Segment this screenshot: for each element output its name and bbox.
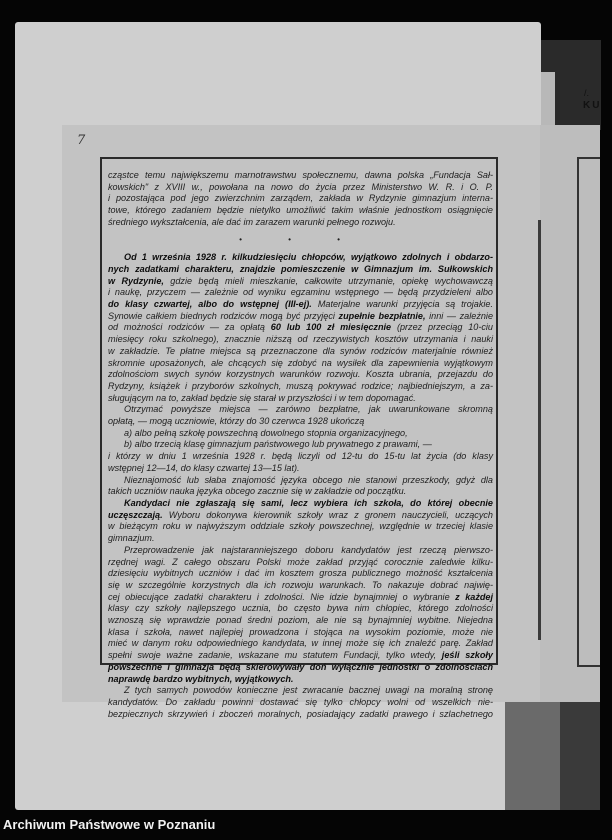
text-line [108,580,493,592]
text-line [108,381,493,393]
text-segment: Materjalne warunki przyjęcia są trojakie. [311,299,493,310]
text-line [108,451,493,463]
text-line [108,404,493,416]
text-segment: Nieznajomość lub słaba znajomość języka obcego nie stanowi przeszkody, gdyż dla [124,474,493,485]
text-segment: klasy czy szkoły najlepszego ucznia, bo często bywa nim chłopiec, którego zdolności [108,603,493,614]
text-segment: Wyboru dokonywa kierownik szkoły wraz z gronem nauczycieli, uczących [162,509,493,520]
bold-text-segment: powszechne i gimnazja będą skierowywały doń wyłącznie jednostki o zdolnościach [108,661,493,672]
text-line [108,674,493,686]
text-segment: w bieżącym roku w najwyższym oddziale szkoły powszechnej, względnie w trzeciej klasie [108,521,493,532]
text-segment: miesięcy roku szkolnego), znacznie niższą od rzeczywistych kosztów utrzymania i nauki [108,334,493,345]
text-segment: zdolnościom swych synów korzystnych warunków rozwoju. Koszta ubrania, przejazdu do [108,369,493,380]
text-segment: b) albo trzecią klasę gimnazjum państwowego lub prywatnego z prawami, — [124,439,432,450]
text-segment: od możności rodziców — za opłatą [108,322,271,333]
paragraph [108,439,493,451]
bold-text-segment: Od 1 września 1928 r. kilkudziesięciu chłopców, wyjątkowo zdolnych i obdarzo- [124,252,493,263]
text-line [108,650,493,662]
text-segment: bezpiecznych skrzywień i zboczeń moralnych, posiadający zadatki prawego i szlachetnego [108,708,493,719]
text-line [108,276,493,288]
folder-tab [541,72,555,130]
text-line [108,217,493,229]
text-segment: gimnazjum. [108,533,155,544]
binding-string [538,220,541,640]
paragraph [108,498,493,545]
text-segment: rzędnej wagi. Z całego obszaru Polski może zakład przyjąć corocznie zaledwie kilku- [108,556,493,567]
text-line [108,592,493,604]
text-line [108,697,493,709]
paragraph [108,545,493,685]
text-line [108,510,493,522]
text-segment: cząstce temu największemu marnotrawstwu społecznemu, dawna polska „Fundacja Sał- [108,170,493,180]
paragraph [108,475,493,498]
text-segment: i pozostająca pod jego zwierzchnim zarządem, zakłada w Rydzynie gimnazjum interna- [108,193,493,204]
archive-credit: Archiwum Państwowe w Poznaniu [3,817,216,832]
text-line [108,264,493,276]
paragraph [108,451,493,474]
handwritten-page-number: 7 [77,133,86,148]
text-segment: wznoszą się wprawdzie ponad średni poziom, ale nie są bynajmniej wybitne. Niejedna [108,615,493,626]
paragraph [108,252,493,404]
text-line [108,416,493,428]
bold-text-segment: uczęszczają. [108,509,163,520]
paragraph [108,428,493,440]
text-segment: i naukę, przyczem — zależnie od wyniku egzaminu wstępnego — będą przydzieleni albo [108,287,493,298]
bold-text-segment: 60 lub 100 zł miesięcznie [270,322,392,333]
text-line [108,709,493,721]
bold-text-segment: nych zadatkami charakteru, znajdzie pomieszczenie w Gimnazjum im. Sułkowskich [108,263,493,274]
folder-label-text: KU [583,100,602,111]
bold-text-segment: Kandydaci nie zgłaszają się sami, lecz wybiera ich szkoła, do której obecnie [124,497,493,508]
paragraph [108,685,493,720]
folder-label-mark: /. [584,88,590,98]
text-segment: takich uczniów nauka języka obcego zacznie się w zakładzie od początku. [108,486,407,497]
text-segment: Rydzyny, książek i przyborów szkolnych, muszą pokrywać rodzice; najbiedniejszym, a za- [108,380,493,391]
text-line [108,170,493,182]
text-line [108,603,493,615]
text-line [108,393,493,405]
text-segment: mieć w danym roku odpowiedniego kandydata, w innej może się ich znaleźć parę. Zakład [108,638,493,649]
bold-text-segment: do klasy czwartej, albo do wstępnej (III-ej). [108,299,312,310]
text-line [108,205,493,217]
text-segment: gdzie będą mieli mieszkanie, całkowite utrzymanie, opiekę wychowawczą [163,275,493,286]
bold-text-segment: z każdej [455,591,494,602]
text-segment: w zakładzie. Te płatne miejsca są przeznaczone dla synów rodziców materjalnie również [108,345,493,356]
text-line [108,475,493,487]
text-segment: inni — zależnie [425,310,493,321]
text-line [108,638,493,650]
text-line [108,627,493,639]
text-line [108,557,493,569]
text-line [108,439,493,451]
text-segment: kowskich" z XVIII w., powołana na nowo do życia przez Ministerstwo W. R. i O. P. [108,181,493,192]
text-segment: i którzy w dniu 1 września 1928 r. będą liczyli od 12-tu do 15-tu lat życia (do klasy [108,451,493,462]
text-line [108,334,493,346]
text-line [108,346,493,358]
text-line [108,545,493,557]
text-line [108,369,493,381]
text-line [108,533,493,545]
text-segment: spełni swoje ważne zadanie, wskazane mu statutem Fundacji, tylko wtedy, [108,650,442,661]
text-line [108,287,493,299]
bold-text-segment: jeśli szkoły [441,650,493,661]
text-line [108,463,493,475]
text-line [108,568,493,580]
text-line [108,662,493,674]
text-line [108,252,493,264]
text-line [108,358,493,370]
text-segment: Synowie całkiem biednych rodziców mogą być przyjęci [108,310,339,321]
text-segment: cej obiecujące zadatki charakteru i zdolności. Nie idzie bynajmniej o wybranie [108,591,456,602]
bold-text-segment: w Rydzynie, [108,275,164,286]
bold-text-segment: naprawdę bardzo wybitnych, wyjątkowych. [108,673,294,684]
adjacent-page-frame [577,157,600,667]
text-line [108,299,493,311]
text-line [108,182,493,194]
text-segment: średniego wykształcenia, ale dać im zarazem warunki pełnego rozwoju. [108,216,396,227]
text-line [108,685,493,697]
text-segment: Z tych samych powodów konieczne jest zwracanie bacznej uwagi na moralną stronę [124,685,493,696]
text-line [108,521,493,533]
text-line [108,486,493,498]
text-segment: się w szczególnie korzystnych dla ich rozwoju warunkach. To nakazuje dobrać najwię- [108,579,493,590]
text-line [108,428,493,440]
text-segment: towe, którego zadaniem będzie nietylko umożliwić takim właśnie jednostkom osiągnięcie [108,205,493,216]
text-segment: Otrzymać powyższe miejsca — zarówno bezpłatne, jak uwarunkowane skromną [124,404,493,415]
text-segment: kandydatów. Do zakładu powinni dostawać się tylko chłopcy wolni od wszelkich nie- [108,696,493,707]
bold-text-segment: zupełnie bezpłatnie, [338,310,426,321]
text-segment: (przez przeciąg 10-ciu [391,322,493,333]
text-segment: opłatą, — mogą uczniowie, którzy do 30 czerwca 1928 ukończą [108,416,365,427]
text-line [108,615,493,627]
text-line [108,311,493,323]
text-line [108,322,493,334]
text-segment: Przeprowadzenie jak najstaranniejszego doboru kandydatów jest rzeczą pierwszo- [124,544,493,555]
paragraph [108,170,493,229]
text-segment: sługującym na to, zakład będzie się starał w przyszłości i w tem dopomagać. [108,392,416,403]
text-line [108,193,493,205]
text-segment: skromnie uposażonych, ale chcących się zdobyć na wysiłek dla zapewnienia wyjątkowym [108,357,493,368]
text-line [108,498,493,510]
document-body-text [108,170,493,720]
paragraph [108,404,493,427]
text-segment: a) albo pełną szkołę powszechną dowolnego stopnia organizacyjnego, [124,427,408,438]
section-separator-dots: • • • [239,234,362,244]
text-segment: klasa i szkoła, nawet najlepiej prowadzona i stojąca na wysokim poziomie, może nie [108,626,493,637]
text-segment: wstępnej 12—14, do klasy czwartej 13—15 lat). [108,462,300,473]
folder-bottom-shadow [560,702,600,810]
text-segment: dziesięciu wybitnych uczniów i dać im kosztem grosza publicznego możność kształcenia [108,568,493,579]
